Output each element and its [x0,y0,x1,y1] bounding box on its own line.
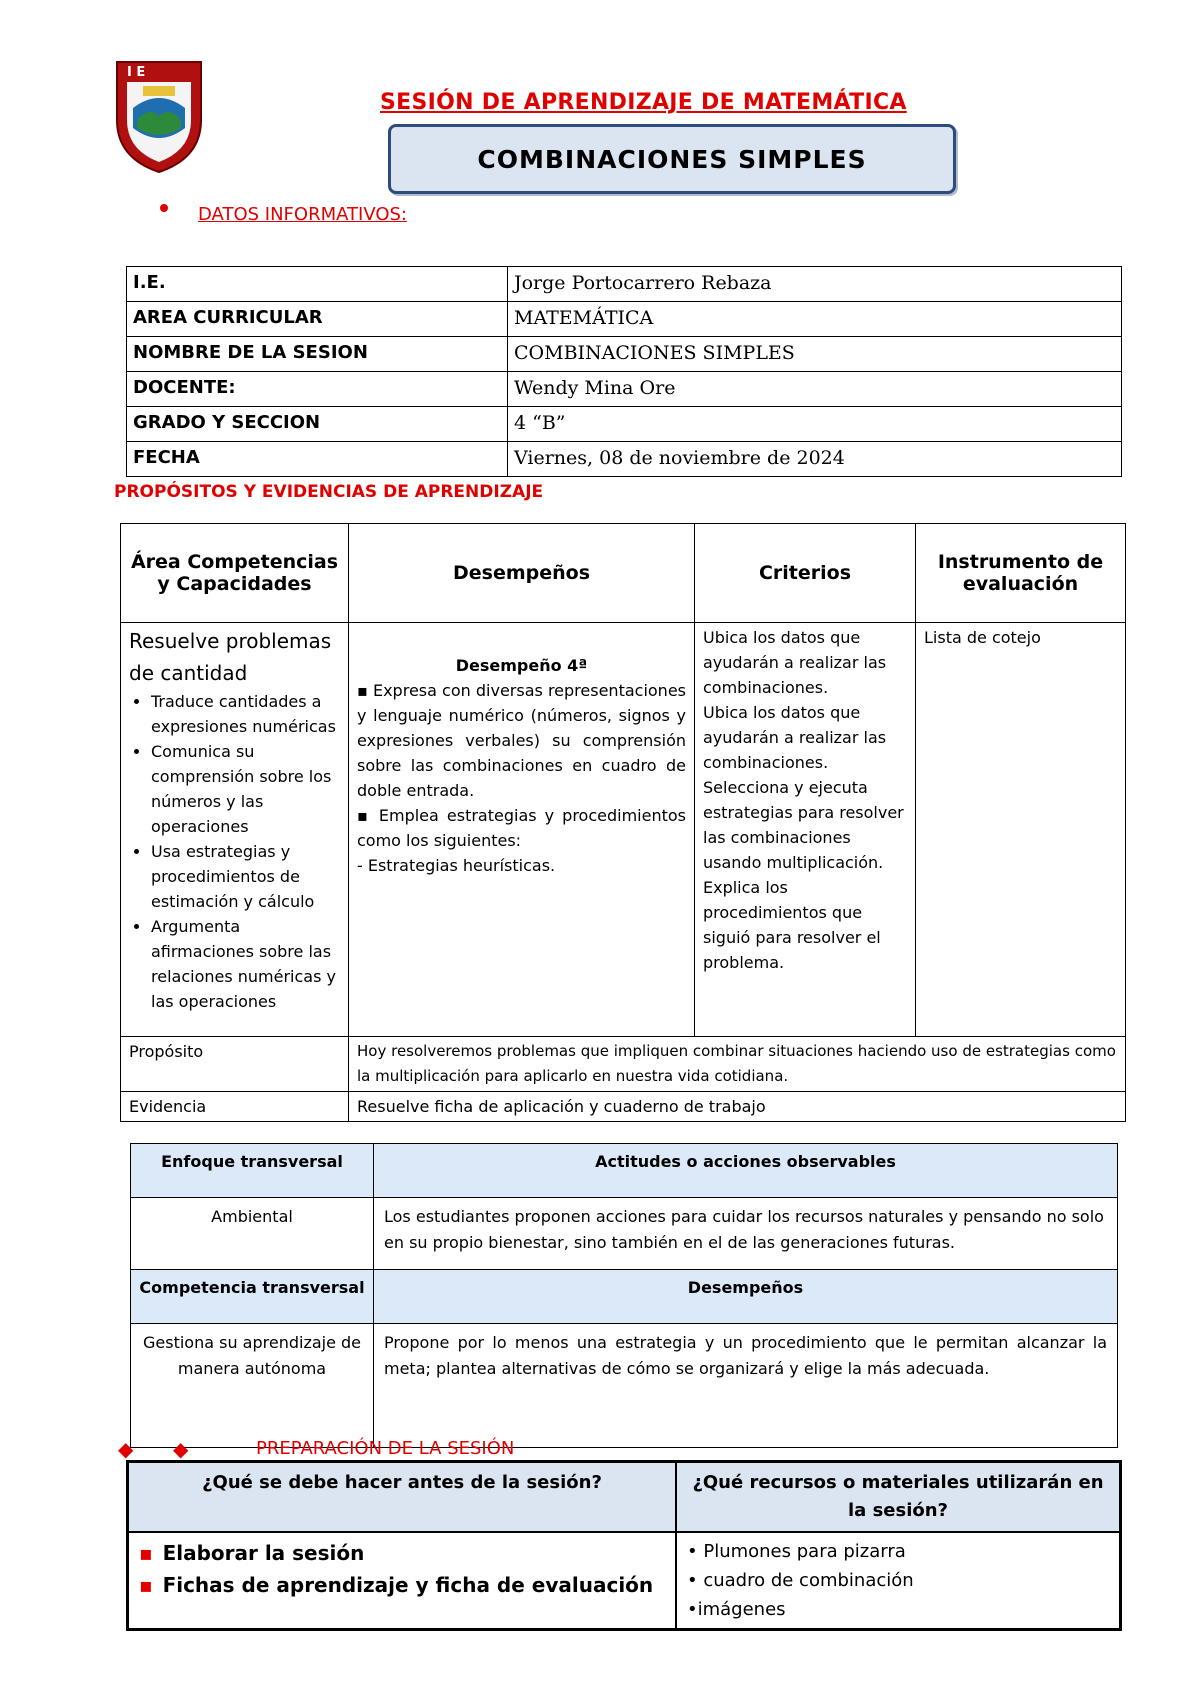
table-row [127,267,1122,302]
table-row [127,337,1122,372]
proposito-label: Propósito [121,1037,349,1092]
desempenos-cell [349,623,695,1037]
col-header-criterios: Criterios [695,524,916,623]
page-title: SESIÓN DE APRENDIZAJE DE MATEMÁTICA [380,90,907,115]
session-title-box [388,124,956,194]
diamond-bullet-icon: ◆ [118,1437,134,1461]
desempeno-text: ▪ Emplea estrategias y procedimientos como los siguientes: [357,806,686,850]
table-header-row [128,1462,1121,1533]
actitud-value: Los estudiantes proponen acciones para cuidar los recursos naturales y pensando no solo en su propio bienestar, sino también en el de las generaciones futuras. [374,1198,1118,1270]
table-row [121,1092,1126,1122]
info-value: Jorge Portocarrero Rebaza [508,267,1122,302]
propositos-title: PROPÓSITOS Y EVIDENCIAS DE APRENDIZAJE [114,482,544,502]
proposito-text: Hoy resolveremos problemas que impliquen combinar situaciones haciendo uso de estrategias como la multiplicación para aplicarlo en nuestra vida cotidiana. [349,1037,1126,1092]
table-header-row [121,524,1126,623]
table-row [131,1324,1118,1448]
info-value: MATEMÁTICA [508,302,1122,337]
square-bullet-icon: ▪ [139,1541,153,1565]
instrumento-cell: Lista de cotejo [916,623,1126,1037]
info-value: Viernes, 08 de noviembre de 2024 [508,442,1122,477]
competencia-value: Gestiona su aprendizaje de manera autónoma [131,1324,374,1448]
info-table [126,266,1122,477]
table-row [127,372,1122,407]
recursos-header: ¿Qué recursos o materiales utilizarán en la sesión? [676,1462,1121,1533]
competencia-text: Resuelve problemas de cantidad [129,629,332,685]
info-value: Wendy Mina Ore [508,372,1122,407]
desempeno-text: ▪ Expresa con diversas representaciones y lenguaje numérico (números, signos y expresiones verbales) su comprensión sobre las combinaciones en cuadro de doble entrada. [357,681,686,800]
info-key: NOMBRE DE LA SESION [127,337,508,372]
info-key: AREA CURRICULAR [127,302,508,337]
competencia-header: Competencia transversal [131,1270,374,1324]
datos-title: DATOS INFORMATIVOS: [198,204,407,225]
criterio-item: Ubica los datos que ayudarán a realizar las combinaciones. [703,703,887,772]
info-value: 4 “B” [508,407,1122,442]
antes-item: Elaborar la sesión [162,1541,365,1565]
school-crest-logo [113,58,205,174]
list-item: • Plumones para pizarra [687,1541,906,1562]
actitudes-header: Actitudes o acciones observables [374,1144,1118,1198]
desempeno-value: Propone por lo menos una estrategia y un procedimiento que le permitan alcanzar la meta; plantea alternativas de cómo se organizará y elige la más adecuada. [374,1324,1118,1448]
criterios-cell [695,623,916,1037]
list-item: •imágenes [687,1599,786,1620]
info-key: I.E. [127,267,508,302]
criterio-item: Ubica los datos que ayudarán a realizar las combinaciones. [703,628,887,697]
list-item: • Traduce cantidades a expresiones numéricas [151,689,340,739]
table-row [127,302,1122,337]
list-item [139,1537,665,1569]
table-row [131,1198,1118,1270]
preparacion-table [126,1460,1122,1631]
table-row [121,623,1126,1037]
list-item: • Argumenta afirmaciones sobre las relaciones numéricas y las operaciones [151,914,340,1014]
area-cell [121,623,349,1037]
table-row [127,407,1122,442]
info-key: GRADO Y SECCION [127,407,508,442]
enfoque-table [130,1143,1118,1448]
criterio-item: Explica los procedimientos que siguió para resolver el problema. [703,878,881,972]
info-value: COMBINACIONES SIMPLES [508,337,1122,372]
col-header-area: Área Competencias y Capacidades [121,524,349,623]
info-key: DOCENTE: [127,372,508,407]
table-row [128,1532,1121,1630]
antes-cell [128,1532,677,1630]
table-header-row [131,1144,1118,1198]
desempeno-text: - Estrategias heurísticas. [357,856,556,875]
antes-header: ¿Qué se debe hacer antes de la sesión? [128,1462,677,1533]
col-header-instrumento: Instrumento de evaluación [916,524,1126,623]
evidencia-text: Resuelve ficha de aplicación y cuaderno de trabajo [349,1092,1126,1122]
desempenos-header: Desempeños [374,1270,1118,1324]
evidencia-label: Evidencia [121,1092,349,1122]
table-header-row [131,1270,1118,1324]
session-title: COMBINACIONES SIMPLES [477,144,867,174]
diamond-bullet-icon: ◆ [173,1437,189,1461]
table-row [127,442,1122,477]
col-header-desempenos: Desempeños [349,524,695,623]
enfoque-value: Ambiental [131,1198,374,1270]
logo-letters: I E [127,65,146,80]
list-item: • cuadro de combinación [687,1570,914,1591]
enfoque-header: Enfoque transversal [131,1144,374,1198]
recursos-cell [676,1532,1121,1630]
desempeno-title: Desempeño 4ª [455,656,588,675]
criterio-item: Selecciona y ejecuta estrategias para resolver las combinaciones usando multiplicación. [703,778,904,872]
list-item [139,1569,665,1601]
preparacion-title: PREPARACIÓN DE LA SESIÓN [256,1438,515,1459]
info-key: FECHA [127,442,508,477]
square-bullet-icon: ▪ [139,1573,153,1597]
table-row [121,1037,1126,1092]
bullet-icon [160,204,168,212]
list-item: • Comunica su comprensión sobre los números y las operaciones [151,739,340,839]
propositos-table [120,523,1126,1122]
antes-item: Fichas de aprendizaje y ficha de evaluación [162,1573,654,1597]
list-item: • Usa estrategias y procedimientos de estimación y cálculo [151,839,340,914]
